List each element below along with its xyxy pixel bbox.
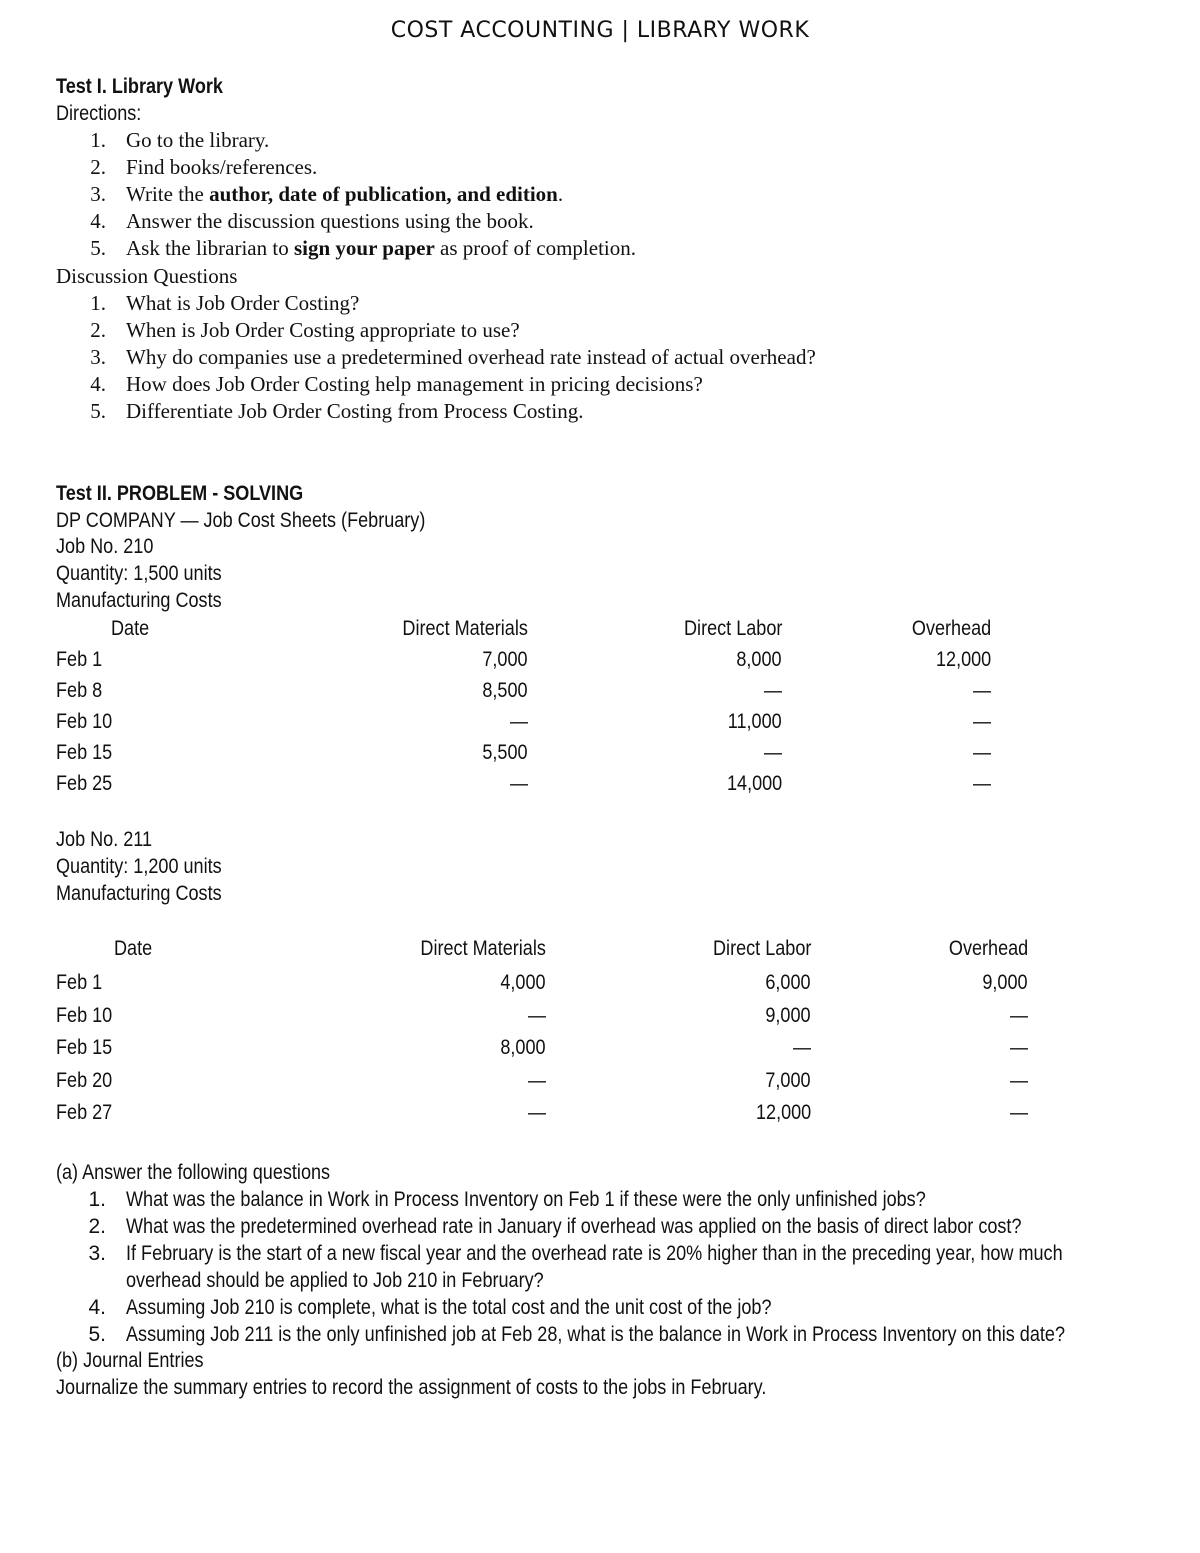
list-number: 4. [90, 372, 106, 396]
cell-direct-labor: 12,000 [755, 1101, 811, 1124]
emphasis-text: sign your paper [293, 236, 435, 260]
list-number: 1. [90, 128, 106, 152]
list-number: 5. [90, 399, 106, 423]
cell-direct-materials: 8,500 [482, 679, 528, 702]
direction-text [126, 235, 636, 262]
direction-text [126, 154, 317, 181]
part-a-question [56, 1213, 1200, 1240]
direction-text [126, 127, 269, 154]
part-b-text: Journalize the summary entries to record the assignment of costs to the jobs in February. [56, 1376, 767, 1399]
list-number: 3. [88, 1242, 106, 1265]
column-header-direct-labor: Direct Labor [683, 617, 782, 640]
column-header-overhead: Overhead [911, 617, 991, 640]
part-a-label: (a) Answer the following questions [56, 1161, 331, 1184]
cell-overhead: — [1009, 1101, 1028, 1124]
row-date: Feb 20 [56, 1068, 113, 1092]
cell-overhead: 12,000 [935, 648, 991, 671]
job211-costs-label: Manufacturing Costs [56, 882, 222, 905]
cell-direct-materials: 4,000 [500, 971, 546, 994]
row-date: Feb 15 [56, 741, 113, 764]
cell-direct-materials: — [509, 710, 528, 733]
cell-direct-labor: 9,000 [765, 1003, 811, 1027]
column-header-overhead: Overhead [948, 937, 1028, 960]
cell-direct-materials: — [527, 1068, 546, 1092]
plain-text: as proof of completion. [434, 236, 636, 260]
emphasis-text: author, date of publication, and edition [209, 182, 558, 206]
question-text: When is Job Order Costing appropriate to use? [126, 318, 520, 342]
cell-direct-labor: — [792, 1036, 811, 1059]
list-number: 2. [90, 318, 106, 342]
question-text: Differentiate Job Order Costing from Process Costing. [126, 399, 584, 423]
plain-text: Go to the library. [126, 128, 270, 152]
column-header-direct-materials: Direct Materials [402, 617, 528, 640]
job211-number: Job No. 211 [56, 828, 153, 851]
row-date: Feb 1 [56, 648, 103, 671]
list-number: 4. [90, 209, 106, 233]
row-date: Feb 10 [56, 1003, 113, 1027]
cell-direct-labor: — [763, 741, 782, 764]
job210-quantity: Quantity: 1,500 units [56, 562, 222, 585]
cell-direct-labor: — [763, 679, 782, 702]
cell-direct-labor: 8,000 [736, 648, 782, 671]
question-text-line: What was the predetermined overhead rate in January if overhead was applied on the basis of direct labor cost? [126, 1215, 1022, 1238]
direction-text [126, 208, 534, 235]
document-title: COST ACCOUNTING | LIBRARY WORK [390, 18, 810, 43]
list-number: 5. [88, 1323, 106, 1346]
cell-overhead: — [972, 741, 991, 764]
question-text: What is Job Order Costing? [126, 291, 360, 315]
column-header-direct-labor: Direct Labor [712, 937, 811, 960]
job211-quantity: Quantity: 1,200 units [56, 855, 222, 878]
cell-direct-materials: 7,000 [482, 648, 528, 671]
list-number: 3. [90, 182, 106, 206]
question-text: Why do companies use a predetermined overhead rate instead of actual overhead? [126, 345, 816, 369]
list-number: 2. [88, 1215, 106, 1238]
list-number: 1. [88, 1188, 106, 1211]
cell-overhead: — [1009, 1003, 1028, 1027]
plain-text: Answer the discussion questions using the book. [126, 209, 534, 233]
row-date: Feb 15 [56, 1036, 113, 1059]
job210-costs-label: Manufacturing Costs [56, 589, 222, 612]
discussion-label: Discussion Questions [56, 264, 238, 288]
test1-heading: Test I. Library Work [56, 75, 223, 98]
list-number: 3. [90, 345, 106, 369]
test2-heading: Test II. PROBLEM - SOLVING [56, 482, 304, 505]
cell-overhead: — [1009, 1068, 1028, 1092]
cell-direct-labor: 7,000 [765, 1068, 811, 1092]
cell-direct-labor: 14,000 [726, 772, 782, 795]
cell-overhead: — [972, 772, 991, 795]
cell-direct-materials: — [509, 772, 528, 795]
row-date: Feb 1 [56, 971, 103, 994]
question-text-line: If February is the start of a new fiscal year and the overhead rate is 20% higher than in the preceding year, how much [126, 1242, 1063, 1265]
cell-overhead: — [1009, 1036, 1028, 1059]
part-a-question [56, 1321, 1200, 1348]
cell-overhead: 9,000 [982, 971, 1028, 994]
plain-text: Write the [126, 182, 210, 206]
question-text-line: overhead should be applied to Job 210 in February? [126, 1269, 544, 1292]
row-date: Feb 10 [56, 710, 113, 733]
cell-direct-labor: 6,000 [765, 971, 811, 994]
question-text-line: Assuming Job 211 is the only unfinished job at Feb 28, what is the balance in Work in Process Inventory on this date? [126, 1323, 1065, 1346]
part-a-question [56, 1294, 1200, 1321]
job210-number: Job No. 210 [56, 535, 154, 558]
list-number: 4. [88, 1296, 106, 1319]
plain-text: Find books/references. [126, 155, 318, 179]
plain-text: . [557, 182, 564, 206]
plain-text: Ask the librarian to [126, 236, 294, 260]
cell-direct-materials: 5,500 [482, 741, 528, 764]
list-number: 5. [90, 236, 106, 260]
direction-text [126, 181, 563, 208]
cell-overhead: — [972, 710, 991, 733]
part-a-question [56, 1240, 1200, 1294]
part-b-label: (b) Journal Entries [56, 1349, 204, 1372]
column-header-direct-materials: Direct Materials [420, 937, 546, 960]
question-text-line: Assuming Job 210 is complete, what is the total cost and the unit cost of the job? [126, 1296, 772, 1319]
company-title: DP COMPANY — Job Cost Sheets (February) [56, 509, 426, 532]
question-text: How does Job Order Costing help management in pricing decisions? [126, 372, 703, 396]
column-header-date: Date [114, 937, 153, 960]
cell-direct-materials: — [527, 1003, 546, 1027]
cell-direct-materials: — [527, 1101, 546, 1124]
row-date: Feb 25 [56, 772, 113, 795]
question-text-line: What was the balance in Work in Process Inventory on Feb 1 if these were the only unfinished jobs? [126, 1188, 926, 1211]
row-date: Feb 27 [56, 1101, 113, 1124]
list-number: 2. [90, 155, 106, 179]
part-a-question [56, 1186, 1200, 1213]
row-date: Feb 8 [56, 679, 103, 702]
list-number: 1. [90, 291, 106, 315]
directions-label: Directions: [56, 102, 142, 125]
cell-direct-labor: 11,000 [728, 710, 782, 733]
cell-overhead: — [972, 679, 991, 702]
column-header-date: Date [111, 617, 150, 640]
cell-direct-materials: 8,000 [500, 1036, 546, 1059]
